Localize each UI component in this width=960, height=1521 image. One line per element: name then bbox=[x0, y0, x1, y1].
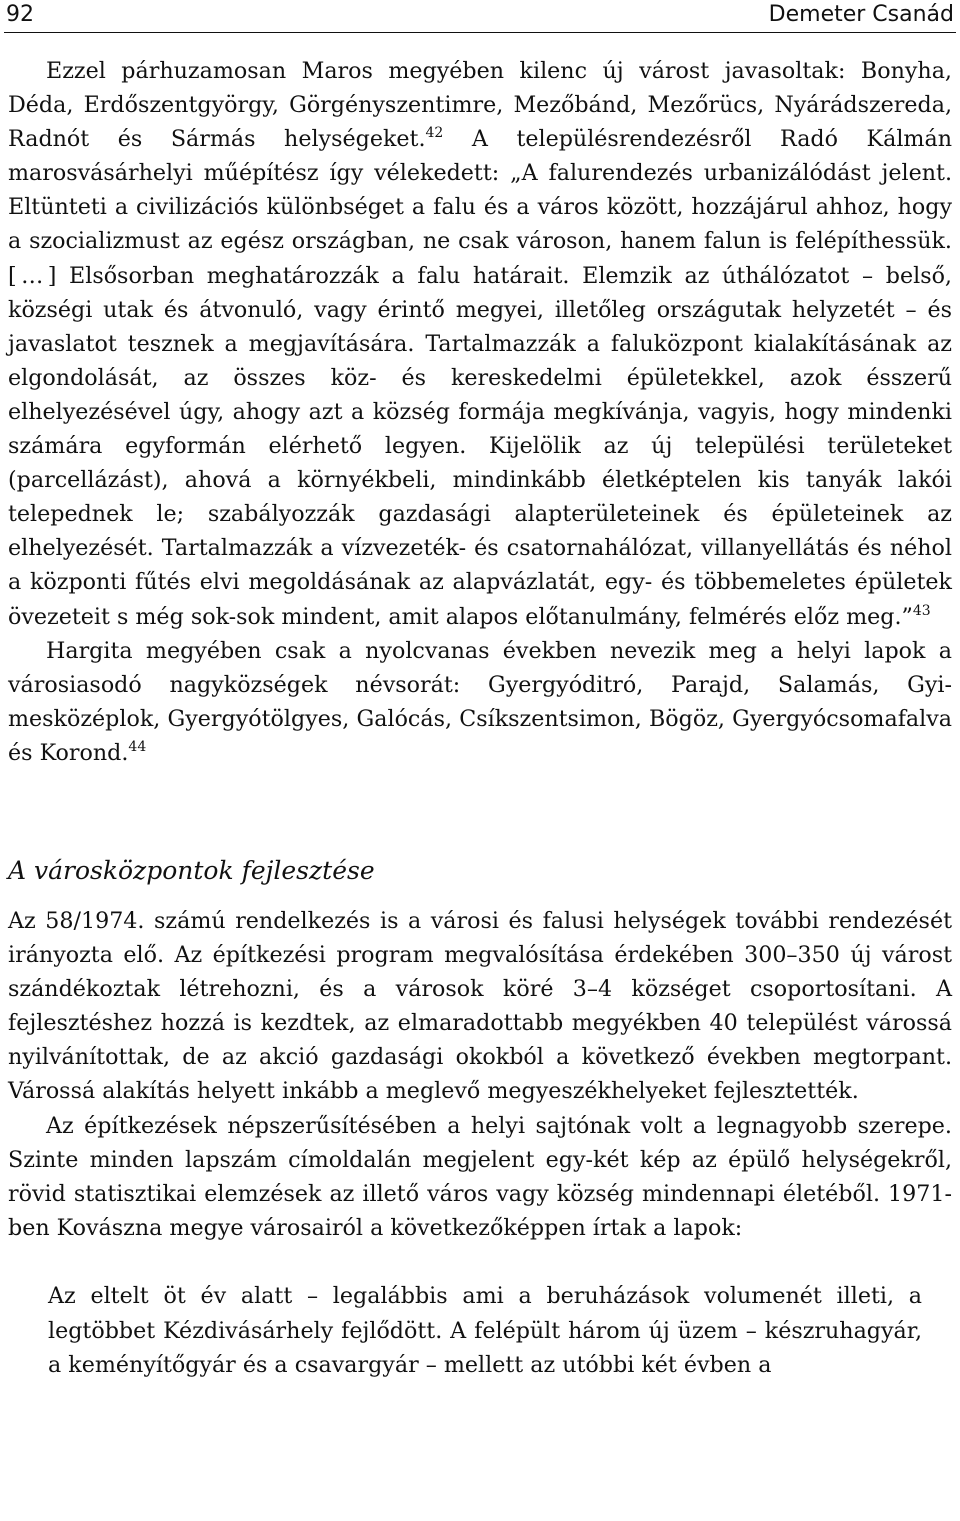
page-body bbox=[8, 50, 952, 1383]
section-paragraph: Az építkezések népszerűsítésében a helyi sajtónak volt a legnagyobb szerepe. Szinte minden lapszám címoldalán megjelent egy-két kép az épülő helységekről, rövid statisztikai elemzések az illető város vagy község mindennapi életéből. 1971-ben Kovászna megye városairól a következőképpen írtak a lapok: bbox=[8, 1112, 952, 1241]
page-number: 92 bbox=[6, 2, 34, 27]
paragraph-maros bbox=[8, 54, 952, 634]
paragraph-text: A településrendezésről Radó Kálmán marosvásárhelyi műépítész így vélekedett: „A falurendezés urbanizálódást jelent. Eltünteti a civilizációs különbséget a falu és a város között, hozzájárul ahhoz, hogy a szocializmust az egész országban, ne csak városon, hanem falun is felépíthessük. [ … ] Elsősorban meghatározzák a falu határait. Elemzik az úthálózatot – belső, községi utak és átvonuló, vagy érintő megyei, illetőleg országutak helyzetét – és javaslatot tesznek a megjavítására. Tartalmazzák a faluközpont kialakításának az elgondolását, az összes köz- és kereskedelmi épületekkel, azok ésszerű elhelyezésével úgy, ahogy azt a község formája megkívánja, vagyis, hogy mindenki számára egyformán elérhető legyen. Kijelölik az új települési területeket (parcellázást), ahová a környékbeli, mindinkább életképtelen kis tanyák lakói telepednek le; szabályozzák gazdasági alapterületeinek és épületeinek az elhelyezését. Tartalmazzák a vízvezeték- és csatornahálózat, villanyellátás és néhol a központi fűtés elvi megoldásának az alapvázlatát, egy- és többemeletes épületek övezeteit s még sok-sok mindent, amit alapos előtanulmány, felmérés előz meg.” bbox=[8, 126, 952, 630]
section-paragraph: Az 58/1974. számú rendelkezés is a városi és falusi helységek további rendezését irányozta elő. Az építkezési program megvalósítása érdekében 300–350 új várost szándékoztak létrehozni, és a városok köré 3–4 községet csoportosítani. A fejlesztéshez hozzá is kezdtek, az elmaradottabb megyékben 40 települést várossá nyilvánítottak, de az akció gazdasági okokból a következő években megtorpant. Várossá alakítás helyett inkább a meglevő megyeszékhelyeket fejlesztették. bbox=[8, 907, 952, 1105]
footnote-ref[interactable]: 44 bbox=[128, 738, 147, 755]
footnote-ref[interactable]: 42 bbox=[425, 125, 444, 142]
running-head-author: Demeter Csanád bbox=[768, 2, 954, 27]
section-heading: A városközpontok fejlesztése bbox=[8, 855, 375, 885]
paragraph-text: Ezzel párhuzamosan Maros megyében kilenc új várost javasoltak: Bonyha, Déda, Erdőszentgyörgy, Görgényszentimre, Mezőbánd, Mezőrücs, Nyárádszereda, Radnót és Sármás helységeket. bbox=[8, 58, 952, 153]
header-rule bbox=[4, 32, 956, 33]
footnote-ref[interactable]: 43 bbox=[912, 602, 931, 619]
block-quote bbox=[8, 1279, 952, 1383]
page-header bbox=[0, 0, 960, 30]
paragraph-text: Hargita megyében csak a nyolcvanas években nevezik meg a helyi lapok a városiasodó nagyközségek névsorát: Gyergyóditró, Parajd, Salamás, Gyimesközéplok, Gyergyótölgyes, Galócás, Csíkszentsimon, Bögöz, Gyergyócsomafalva és Korond. bbox=[8, 637, 952, 766]
paragraph-hargita bbox=[8, 634, 952, 770]
quote-text: Az eltelt öt év alatt – legalábbis ami a beruházások volumenét illeti, a legtöbbet Kézdivásárhely fejlődött. A felépült három új üzem – készruhagyár, a keményítőgyár és a csavargyár – mellett az utóbbi két évben a bbox=[48, 1282, 922, 1379]
